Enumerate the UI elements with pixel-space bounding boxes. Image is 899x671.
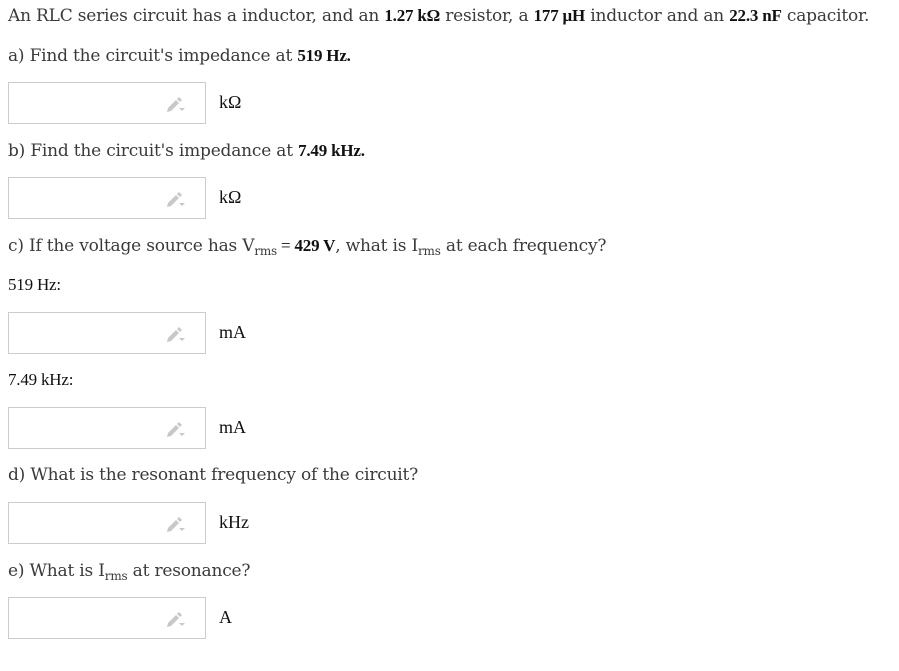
frequency-label-7.49khz: 7.49 kHz: xyxy=(8,370,74,389)
answer-a-unit: kΩ xyxy=(219,92,242,112)
pencil-icon[interactable] xyxy=(165,190,187,208)
intro-text-3: inductor and an xyxy=(585,6,730,26)
question-d xyxy=(8,465,418,485)
question-a xyxy=(8,46,351,66)
resistance-value: 1.27 kΩ xyxy=(384,6,441,25)
question-e-text-2: at resonance? xyxy=(127,561,251,581)
answer-d-unit: kHz xyxy=(219,512,249,532)
pencil-icon[interactable] xyxy=(165,420,187,438)
irms-subscript: rms xyxy=(104,569,128,583)
equals-sign: = xyxy=(277,236,295,255)
pencil-icon[interactable] xyxy=(165,610,187,628)
answer-e-field[interactable] xyxy=(8,597,206,639)
voltage-value: 429 V xyxy=(294,236,336,255)
question-b xyxy=(8,141,365,161)
pencil-icon[interactable] xyxy=(165,95,187,113)
intro-text-4: capacitor. xyxy=(781,6,870,26)
intro-text-1: An RLC series circuit has a inductor, and an xyxy=(8,6,385,26)
inductance-value: 177 μH xyxy=(533,6,586,25)
question-c xyxy=(8,236,606,258)
frequency-label-519hz: 519 Hz: xyxy=(8,275,61,294)
question-b-text: b) Find the circuit's impedance at xyxy=(8,141,299,161)
answer-c1-unit: mA xyxy=(219,322,246,342)
question-c-text-2: , what is I xyxy=(335,236,418,256)
problem-statement xyxy=(8,6,869,26)
question-c-text-3: at each frequency? xyxy=(440,236,607,256)
answer-c2-field[interactable] xyxy=(8,407,206,449)
answer-c2-unit: mA xyxy=(219,417,246,437)
vrms-subscript: rms xyxy=(254,244,277,258)
answer-b-unit: kΩ xyxy=(219,187,242,207)
answer-e-unit: A xyxy=(219,607,232,627)
question-e-text-1: e) What is I xyxy=(8,561,105,581)
irms-subscript: rms xyxy=(418,244,441,258)
pencil-icon[interactable] xyxy=(165,515,187,533)
answer-b-field[interactable] xyxy=(8,177,206,219)
answer-a-field[interactable] xyxy=(8,82,206,124)
answer-d-field[interactable] xyxy=(8,502,206,544)
pencil-icon[interactable] xyxy=(165,325,187,343)
question-b-frequency: 7.49 kHz. xyxy=(298,141,365,160)
question-a-text: a) Find the circuit's impedance at xyxy=(8,46,298,66)
question-a-frequency: 519 Hz. xyxy=(297,46,351,65)
intro-text-2: resistor, a xyxy=(440,6,534,26)
question-c-text-1: c) If the voltage source has V xyxy=(8,236,255,256)
answer-c1-field[interactable] xyxy=(8,312,206,354)
capacitance-value: 22.3 nF xyxy=(729,6,782,25)
question-d-text: d) What is the resonant frequency of the circuit? xyxy=(8,465,419,485)
question-e xyxy=(8,561,250,583)
